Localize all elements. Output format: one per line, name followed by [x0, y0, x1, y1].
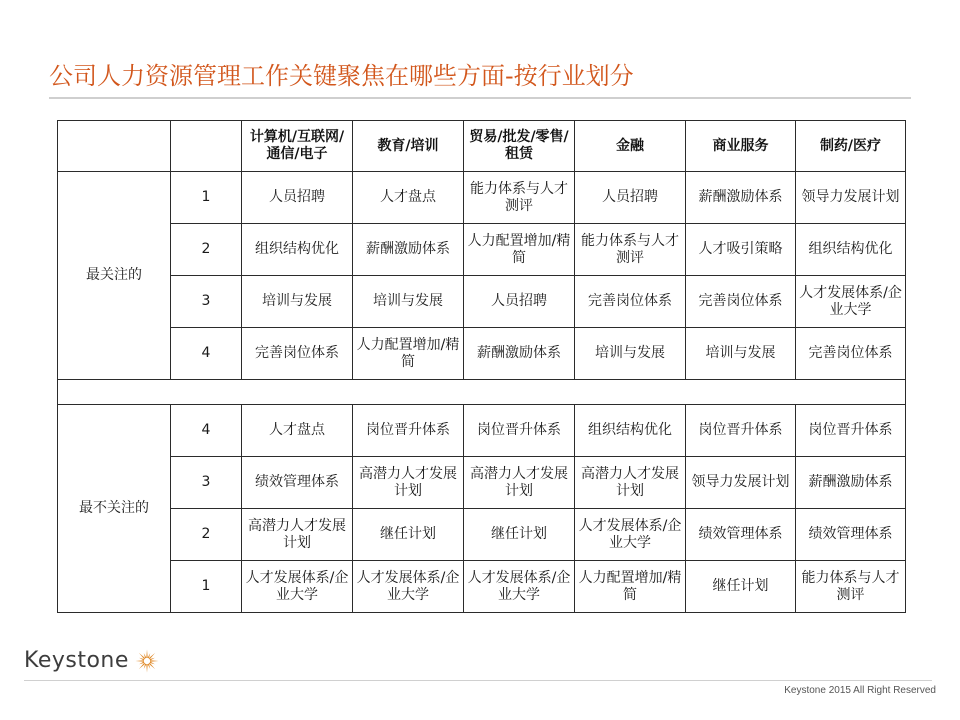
table-cell: 领导力发展计划	[686, 457, 796, 509]
table-cell: 人力配置增加/精简	[353, 328, 464, 380]
table-cell: 人才发展体系/企业大学	[464, 561, 575, 613]
column-header: 制药/医疗	[796, 121, 906, 172]
table-row	[58, 224, 906, 276]
table-cell: 组织结构优化	[242, 224, 353, 276]
corner-cell	[58, 121, 171, 172]
table-cell: 人力配置增加/精简	[575, 561, 686, 613]
rank-cell: 2	[171, 224, 242, 276]
header-row	[58, 121, 906, 172]
table-cell: 人才吸引策略	[686, 224, 796, 276]
column-header: 教育/培训	[353, 121, 464, 172]
table-cell: 岗位晋升体系	[353, 405, 464, 457]
rank-cell: 1	[171, 172, 242, 224]
table-cell: 薪酬激励体系	[464, 328, 575, 380]
table-cell: 人才发展体系/企业大学	[575, 509, 686, 561]
table-cell: 高潜力人才发展计划	[575, 457, 686, 509]
table-cell: 培训与发展	[353, 276, 464, 328]
rank-cell: 4	[171, 405, 242, 457]
table-cell: 岗位晋升体系	[464, 405, 575, 457]
copyright-text: Keystone 2015 All Right Reserved	[784, 685, 936, 696]
rank-header-cell	[171, 121, 242, 172]
column-header: 贸易/批发/零售/租赁	[464, 121, 575, 172]
table-cell: 薪酬激励体系	[686, 172, 796, 224]
table-cell: 能力体系与人才测评	[575, 224, 686, 276]
table-cell: 完善岗位体系	[796, 328, 906, 380]
table-cell: 人才盘点	[242, 405, 353, 457]
table-cell: 人才发展体系/企业大学	[242, 561, 353, 613]
table-cell: 薪酬激励体系	[796, 457, 906, 509]
title-divider	[49, 97, 911, 99]
focus-table	[57, 120, 906, 613]
table-cell: 继任计划	[353, 509, 464, 561]
table-cell: 组织结构优化	[575, 405, 686, 457]
spacer-row	[58, 380, 906, 405]
table-row	[58, 457, 906, 509]
rank-cell: 3	[171, 457, 242, 509]
table-row	[58, 328, 906, 380]
table-cell: 领导力发展计划	[796, 172, 906, 224]
table-row	[58, 561, 906, 613]
table-row	[58, 172, 906, 224]
rank-cell: 2	[171, 509, 242, 561]
starburst-icon	[135, 649, 159, 673]
column-header: 金融	[575, 121, 686, 172]
table-cell: 完善岗位体系	[686, 276, 796, 328]
rank-cell: 1	[171, 561, 242, 613]
table-cell: 人员招聘	[242, 172, 353, 224]
table-cell: 人才发展体系/企业大学	[353, 561, 464, 613]
column-header: 商业服务	[686, 121, 796, 172]
table-row	[58, 276, 906, 328]
table-cell: 高潜力人才发展计划	[242, 509, 353, 561]
spacer-cell	[58, 380, 906, 405]
group-label-most: 最关注的	[58, 172, 171, 380]
table-cell: 培训与发展	[242, 276, 353, 328]
table-cell: 人员招聘	[575, 172, 686, 224]
table-cell: 绩效管理体系	[686, 509, 796, 561]
keystone-logo	[24, 648, 159, 673]
table-row	[58, 509, 906, 561]
rank-cell: 4	[171, 328, 242, 380]
table-cell: 培训与发展	[575, 328, 686, 380]
column-header: 计算机/互联网/通信/电子	[242, 121, 353, 172]
table-row	[58, 405, 906, 457]
table-cell: 岗位晋升体系	[686, 405, 796, 457]
table-cell: 人员招聘	[464, 276, 575, 328]
table-cell: 组织结构优化	[796, 224, 906, 276]
table-cell: 人力配置增加/精简	[464, 224, 575, 276]
table-cell: 岗位晋升体系	[796, 405, 906, 457]
logo-wordmark: Keystone	[24, 648, 129, 673]
table-cell: 绩效管理体系	[796, 509, 906, 561]
rank-cell: 3	[171, 276, 242, 328]
table-cell: 高潜力人才发展计划	[353, 457, 464, 509]
table-cell: 完善岗位体系	[242, 328, 353, 380]
table-cell: 继任计划	[686, 561, 796, 613]
table-cell: 培训与发展	[686, 328, 796, 380]
table-cell: 能力体系与人才测评	[796, 561, 906, 613]
table-cell: 人才发展体系/企业大学	[796, 276, 906, 328]
page-title: 公司人力资源管理工作关键聚焦在哪些方面-按行业划分	[49, 62, 634, 90]
table-cell: 能力体系与人才测评	[464, 172, 575, 224]
table-cell: 继任计划	[464, 509, 575, 561]
table-cell: 高潜力人才发展计划	[464, 457, 575, 509]
table-cell: 人才盘点	[353, 172, 464, 224]
footer-divider	[24, 680, 932, 681]
table-cell: 绩效管理体系	[242, 457, 353, 509]
table-cell: 完善岗位体系	[575, 276, 686, 328]
table-cell: 薪酬激励体系	[353, 224, 464, 276]
group-label-least: 最不关注的	[58, 405, 171, 613]
